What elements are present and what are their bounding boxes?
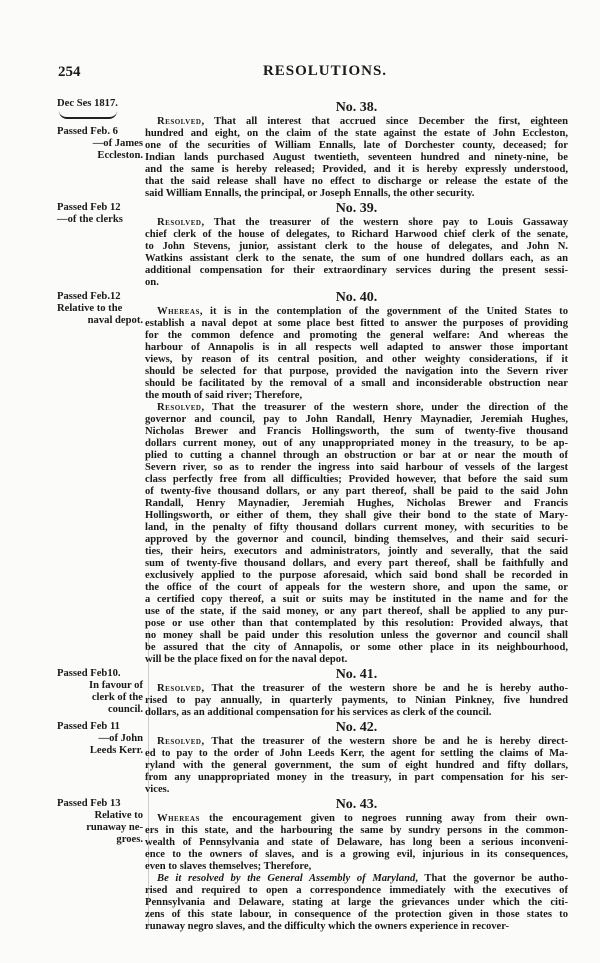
paragraph-lead: Resolved: [157, 402, 202, 413]
text-line: be assured that the city of Annapolis, or some other place in its neighbourhood,: [145, 642, 568, 653]
text-line: use of the state, if the said money, or any part thereof, shall be applied to any pur-: [145, 606, 568, 617]
margin-note-line: runaway ne-: [86, 822, 143, 833]
margin-note-line: Passed Feb. 6: [57, 126, 118, 137]
margin-note-line: groes.: [116, 834, 143, 845]
resolution-number: No. 42.: [335, 720, 378, 735]
text-line: ryland with the general government, the sum of eight hundred and fifty dollars,: [145, 760, 568, 771]
margin-note-line: Passed Feb 13: [57, 798, 121, 809]
margin-note: [57, 798, 143, 846]
text-line: hundred and eight, on the claim of the state against the estate of John Eccleston,: [145, 128, 568, 139]
text-line: Be it resolved by the General Assembly of Maryland, That the governor be autho-: [157, 873, 568, 884]
text-line: Severn river, so as to render the ingress into said harbour of vessels of the largest: [145, 462, 568, 473]
margin-note-line: Passed Feb.12: [57, 291, 121, 302]
text-line: wealth of Pennsylvania and state of Delaware, has long been a serious inconveni-: [145, 837, 568, 848]
text-line: and the same is hereby released; Provided, and it is hereby expressly understood,: [145, 164, 568, 175]
margin-note-line: Passed Feb 11: [57, 721, 120, 732]
margin-note: [57, 721, 143, 757]
text-line: ties, their heirs, executors and administrators, jointly and severally, that the said: [145, 546, 568, 557]
text-line: a certified copy thereof, a suit or suits may be instituted in the name and for the: [145, 594, 568, 605]
margin-note-line: naval depot.: [87, 315, 143, 326]
text-line: Nicholas Brewer and Francis Hollingsworth, the sum of twenty-five thousand: [145, 426, 568, 437]
text-line: ers in this state, and the harbouring the same by sundry persons in the common-: [145, 825, 568, 836]
paragraph-lead: Be it resolved by the General Assembly of Maryland: [157, 873, 416, 884]
margin-note: [57, 291, 143, 327]
text-line: zens of this state labour, in consequence of the protection given in those states to: [145, 909, 568, 920]
text-line: Resolved, That the treasurer of the western shore pay to Louis Gassaway: [157, 217, 568, 228]
text-line: establish a naval depot at some place best fitted to answer the purposes of providing: [145, 318, 568, 329]
text-line: vices.: [145, 784, 170, 795]
text-line: sum of twenty-five thousand dollars, and every part thereof, shall be faithfully and: [145, 558, 568, 569]
text-line: should be selected for that purpose, provided the navigation into the Severn river: [145, 366, 568, 377]
resolution-text: [145, 306, 568, 666]
session-label: Dec Ses 1817.: [57, 98, 118, 109]
text-line: views, by reason of its central position, and other weighty considerations, if it: [145, 354, 568, 365]
paragraph-lead: Whereas: [157, 813, 200, 824]
paragraph-lead: Resolved: [157, 683, 202, 694]
page-number: 254: [58, 64, 81, 80]
text-line: rised and required to open a correspondence immediately with the executives of: [145, 885, 568, 896]
text-line: chief clerk of the house of delegates, to Richard Harwood chief clerk of the senate,: [145, 229, 568, 240]
margin-note-line: —of John: [98, 733, 143, 744]
resolution-number: No. 38.: [335, 100, 378, 115]
margin-note-line: Passed Feb10.: [57, 668, 121, 679]
text-line: that the said release shall have no effect to discharge or release the estate of the: [145, 176, 568, 187]
text-line: additional compensation for their extraordinary services during the present sessi-: [145, 265, 568, 276]
text-line: Resolved, That the treasurer of the western shore be and he is hereby autho-: [157, 683, 568, 694]
paragraph-lead: Resolved: [157, 736, 202, 747]
text-line: Whereas, it is in the contemplation of the government of the United States to: [157, 306, 568, 317]
text-line: no money shall be paid under this resolution unless the governor and council shall: [145, 630, 568, 641]
text-line: said William Ennalls, the principal, or Joseph Ennalls, the other security.: [145, 188, 475, 199]
text-line: from any unappropriated money in the treasury, in part compensation for his ser-: [145, 772, 568, 783]
text-line: will be the place fixed on for the naval depot.: [145, 654, 348, 665]
text-line: Resolved, That the treasurer of the western shore be and he is hereby direct-: [157, 736, 568, 747]
text-line: one of the securities of William Ennalls, late of Dorchester county, deceased; for: [145, 140, 568, 151]
margin-note: [57, 126, 143, 162]
resolution-text: [145, 813, 568, 933]
brace-mark: [59, 111, 117, 119]
running-head: RESOLUTIONS.: [262, 63, 388, 79]
paragraph-lead: Resolved: [157, 116, 202, 127]
text-line: on.: [145, 277, 159, 288]
margin-note-line: Passed Feb 12: [57, 202, 121, 213]
text-line: of twenty-five thousand dollars, or any part thereof, shall be paid to the said John: [145, 486, 568, 497]
text-line: plied to cutting a channel through an obstruction or bar at or near the mouth of: [145, 450, 568, 461]
text-line: the mouth of said river; Therefore,: [145, 390, 303, 401]
resolution-text: [145, 683, 568, 719]
text-line: Hollingsworth, or either of them, they shall give their bond to the state of Mary-: [145, 510, 568, 521]
resolution-number: No. 40.: [335, 290, 378, 305]
text-line: class perfectly free from all difficulties; Provided however, that before the said sum: [145, 474, 568, 485]
margin-note-line: Eccleston.: [97, 150, 143, 161]
text-line: Whereas the encouragement given to negroes running away from their own-: [157, 813, 568, 824]
margin-note-line: Relative to the: [57, 303, 123, 314]
text-line: governor and council, pay to John Randall, Henry Maynadier, Jeremiah Hughes,: [145, 414, 568, 425]
text-line: runaway negro slaves, and the difficulty which the owners experience in recover-: [145, 921, 510, 932]
text-line: approved by the governor and council, binding themselves, and their said securi-: [145, 534, 568, 545]
text-line: Resolved, That all interest that accrued since December the first, eighteen: [157, 116, 568, 127]
text-line: dollars, as an additional compensation for his services as clerk of the council.: [145, 707, 492, 718]
margin-note-line: council.: [107, 704, 143, 715]
text-line: for the common defence and promoting the general welfare: And whereas the: [145, 330, 568, 341]
text-line: rised to pay annually, in quarterly payments, to Ninian Pinkney, five hundred: [145, 695, 568, 706]
resolution-number: No. 41.: [335, 667, 378, 682]
margin-note-line: Relative to: [94, 810, 143, 821]
text-line: should be facilitated by the removal of a small and inconsiderable obstruction near: [145, 378, 568, 389]
text-line: ence to the owners of slaves, and is a growing evil, injurious in its consequences,: [145, 849, 568, 860]
paragraph-lead: Whereas: [157, 306, 200, 317]
text-line: even to slaves themselves; Therefore,: [145, 861, 312, 872]
text-line: Pennsylvania and Delaware, stating at large the grievances under which the citi-: [145, 897, 568, 908]
resolution-text: [145, 736, 568, 796]
text-line: pose or use other than that contemplated by this resolution: Provided always, that: [145, 618, 568, 629]
resolution-text: [145, 217, 568, 289]
text-line: Watkins assistant clerk to the senate, the sum of one hundred dollars each, as an: [145, 253, 568, 264]
margin-note: [57, 668, 143, 716]
resolution-text: [145, 116, 568, 200]
margin-note-line: In favour of: [89, 680, 143, 691]
text-line: land, in the penalty of fifty thousand dollars current money, with securities to be: [145, 522, 568, 533]
resolution-number: No. 39.: [335, 201, 378, 216]
text-line: dollars current money, out of any unappropriated money in the treasury, to be ap-: [145, 438, 568, 449]
text-line: Resolved, That the treasurer of the western shore, under the direction of the: [157, 402, 568, 413]
paragraph-lead: Resolved: [157, 217, 202, 228]
text-line: Indian lands purchased August twentieth, seventeen hundred and ninety-nine, be: [145, 152, 568, 163]
margin-note-line: Leeds Kerr.: [89, 745, 143, 756]
text-line: Randall, Henry Maynadier, Jeremiah Hughes, Nicholas Brewer and Francis: [145, 498, 568, 509]
text-line: harbour of Annapolis is in all respects well adapted to answer those important: [145, 342, 568, 353]
margin-note-line: —of the clerks: [57, 214, 123, 225]
session-note: [57, 98, 143, 122]
margin-note-line: clerk of the: [91, 692, 143, 703]
margin-note-line: —of James: [92, 138, 143, 149]
text-line: the office of the court of appeals for the western shore, and upon the same, or: [145, 582, 568, 593]
text-line: to John Stevens, junior, assistant clerk to the house of delegates, and John N.: [145, 241, 568, 252]
text-line: ed to pay to the order of John Leeds Kerr, the agent for settling the claims of Ma-: [145, 748, 568, 759]
margin-note: [57, 202, 143, 226]
text-line: exclusively applied to the purpose aforesaid, which said bond shall be recorded in: [145, 570, 568, 581]
resolution-number: No. 43.: [335, 797, 378, 812]
